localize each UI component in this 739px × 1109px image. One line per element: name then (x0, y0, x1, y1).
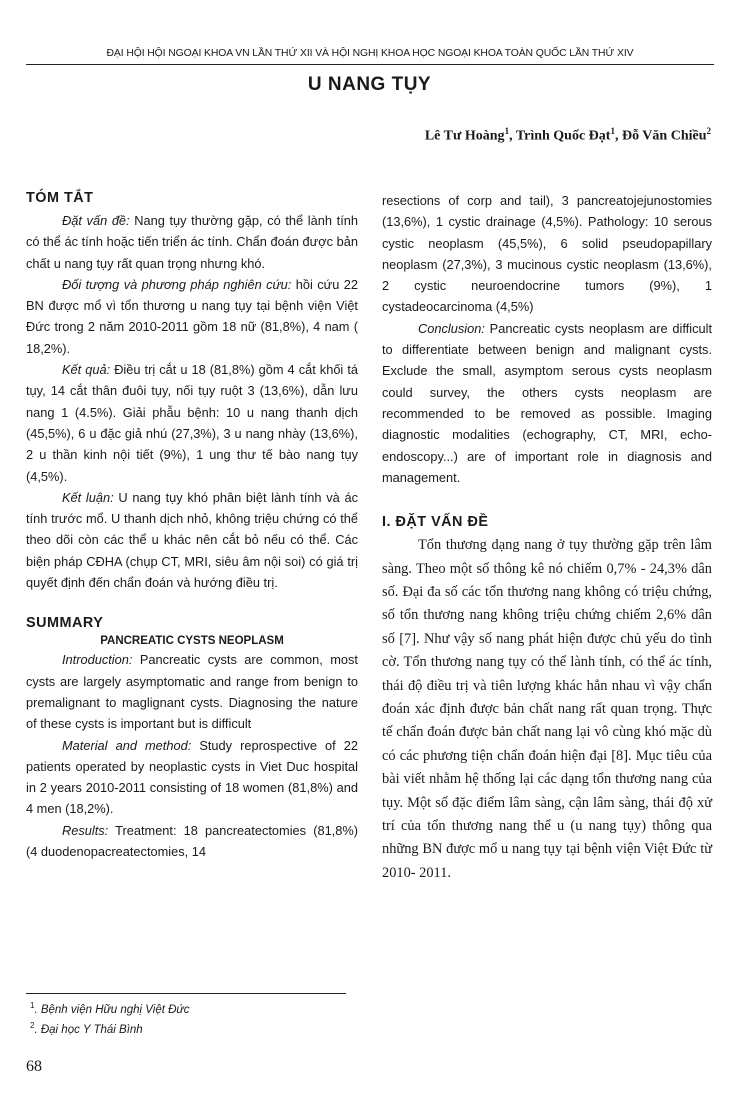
footnote-text: . Đại học Y Thái Bình (34, 1023, 143, 1036)
summary-paragraph (382, 318, 712, 488)
summary-body (26, 649, 358, 862)
summary-text: Pancreatic cysts are common, most cysts are largely asymptomatic and range from benign to premalignant to maglignant cysts. Diagnosing the nature of these cysts is important but is difficult (26, 652, 358, 732)
abstract-paragraph (26, 487, 358, 593)
author-name: Lê Tư Hoàng (424, 128, 505, 144)
author-separator: , (509, 128, 516, 144)
author-affiliation-mark: 1 (610, 126, 615, 136)
section-heading: I. ĐẶT VẤN ĐỀ (382, 514, 489, 531)
summary-text: Treatment: 18 pancreatectomies (81,8%) (4 duodenopacreatectomies, 14 (26, 822, 358, 860)
summary-paragraph (26, 820, 358, 863)
author-affiliation-mark: 1 (504, 126, 510, 136)
body-paragraph: Tổn thương dạng nang ở tụy thường gặp trên lâm sàng. Theo một số thông kê nó chiếm 0,7% - 24,3% dân số. Đại đa số các tổn thương nang không có triệu chứng, số tổn thương nang không triệu chứng chiếm 2,6% dân số [7]. Như vậy số nang phát hiện được chủ yếu do tình cờ. Tổn thương nang tụy có thể lành tính, có thể ác tính, thái độ điều trị và tiên lượng khác hẳn nhau vì vậy chẩn đoán xác định được bản chất nang rất quan trọng. Thực tế chẩn đoán được bản chất nang lại vô cùng khó mặc dù có các phương tiện chẩn đoán hiện đại [8]. Mục tiêu của bài viết nhằm hệ thống lại các dạng tổn thương nang của tụy. Một số đặc điểm lâm sàng, cận lâm sàng, thái độ xử trí của tổn thương nang thể u (u nang tụy) thông qua những BN được mổ u nang tụy tại bệnh viện Việt Đức từ 2010- 2011. (382, 537, 712, 881)
abstract-vi-body (26, 210, 358, 593)
summary-label: Introduction: (62, 652, 133, 668)
author-list (425, 126, 711, 145)
page-number: 68 (26, 1058, 42, 1075)
running-header: ĐẠI HỘI HỘI NGOẠI KHOA VN LẦN THỨ XII VÀ HỘI NGHỊ KHOA HỌC NGOẠI KHOA TOÀN QUỐC LẦN THỨ XIV (106, 48, 634, 59)
abstract-text: hồi cứu 22 BN được mổ vì tổn thương u nang tụy tại bệnh viện Việt Đức trong 2 năm 2010-2011 gồm 18 nữ (81,8%), 4 nam ( 18,2%). (26, 276, 359, 356)
abstract-text: Điều trị cắt u 18 (81,8%) gồm 4 cắt khối tá tụy, 14 cắt thân đuôi tụy, nối tụy ruột 3 (13,6%), dẫn lưu nang 1 (4.5%). Giải phẫu bệnh: 10 u nang thanh dịch (45,5%), 6 u đặc giả nhú (27,3%), 3 u nang nhày (13,6%), 2 u thần kinh nội tiết (9%), 1 ung thư tế bào nang tụy (4,5%). (26, 362, 358, 484)
author-name: Đỗ Văn Chiều (621, 128, 707, 144)
abstract-text: Nang tụy thường gặp, có thể lành tính có thể ác tính hoặc tiến triển ác tính. Chẩn đoán được bản chất u nang tụy rất quan trọng nhưng khó. (26, 213, 358, 271)
abstract-paragraph (26, 359, 358, 487)
summary-label: Conclusion: (418, 320, 485, 336)
abstract-text: U nang tụy khó phân biệt lành tính và ác tính trước mổ. U thanh dịch nhỏ, không triệu chứng có thể theo dõi còn các thể u khác nên cắt bỏ nếu có thể. Các biện pháp CĐHA (chụp CT, MRI, siêu âm nội soi) có giá trị quyết định đến chẩn đoán và hướng điều trị. (26, 489, 359, 591)
summary-text: Study reprospective of 22 patients operated by neoplastic cysts in Viet Duc hospital in 2 years 2010-2011 consisting of 18 women (81,8%) and 4 men (18,2%). (26, 737, 359, 817)
abstract-paragraph (26, 210, 358, 274)
header-rule (26, 64, 714, 65)
footnote-mark: 2 (30, 1021, 35, 1030)
paper-title: U NANG TỤY (307, 74, 432, 95)
abstract-label: Đối tượng và phương pháp nghiên cứu: (62, 276, 292, 292)
footnote-rule (26, 993, 346, 994)
summary-subheading: PANCREATIC CYSTS NEOPLASM (100, 635, 284, 648)
author-name: Trình Quốc Đạt (515, 128, 611, 144)
left-column (26, 190, 358, 862)
footnote (30, 1001, 189, 1016)
summary-paragraph (26, 735, 358, 820)
summary-label: Material and method: (62, 737, 192, 753)
footnote-mark: 1 (30, 1001, 35, 1010)
author-affiliation-mark: 2 (706, 126, 711, 136)
section-body (382, 534, 712, 885)
summary-paragraph: resections of corp and tail), 3 pancreatojejunostomies (13,6%), 1 cystic drainage (4,5%). Pathology: 10 serous cystic neoplasm (45,5%), 6 solid pseudopapillary neoplasm (27,3%), 3 mucinous cystic neoplasm (13,6%), 2 cystic neuroendocrine tumors (9%), 1 cystadeocarcinoma (4,5%) (382, 193, 712, 315)
abstract-label: Đặt vấn đề: (62, 213, 130, 228)
summary-label: Results: (62, 822, 109, 838)
abstract-paragraph (26, 274, 358, 359)
summary-paragraph (26, 649, 358, 734)
author-separator: , (614, 128, 622, 144)
abstract-label: Kết luận: (62, 489, 114, 505)
footnote (30, 1021, 143, 1036)
footnote-text: . Bệnh viện Hữu nghị Việt Đức (34, 1003, 190, 1016)
abstract-label: Kết quả: (62, 362, 111, 378)
right-column (382, 190, 712, 885)
summary-body-continued (382, 190, 712, 488)
summary-heading: SUMMARY (26, 615, 104, 632)
summary-text: Pancreatic cysts neoplasm are difficult to differentiate between benign and malignant cysts. Exclude the small, asymptom serous cysts neoplasm could survey, the others cysts neoplasm are recommended to be removed as possible. Imaging diagnostic modalities (echography, CT, MRI, echo-endoscopy...) are of important role in diagnosis and management. (382, 320, 712, 485)
abstract-vi-heading: TÓM TẮT (26, 190, 94, 206)
